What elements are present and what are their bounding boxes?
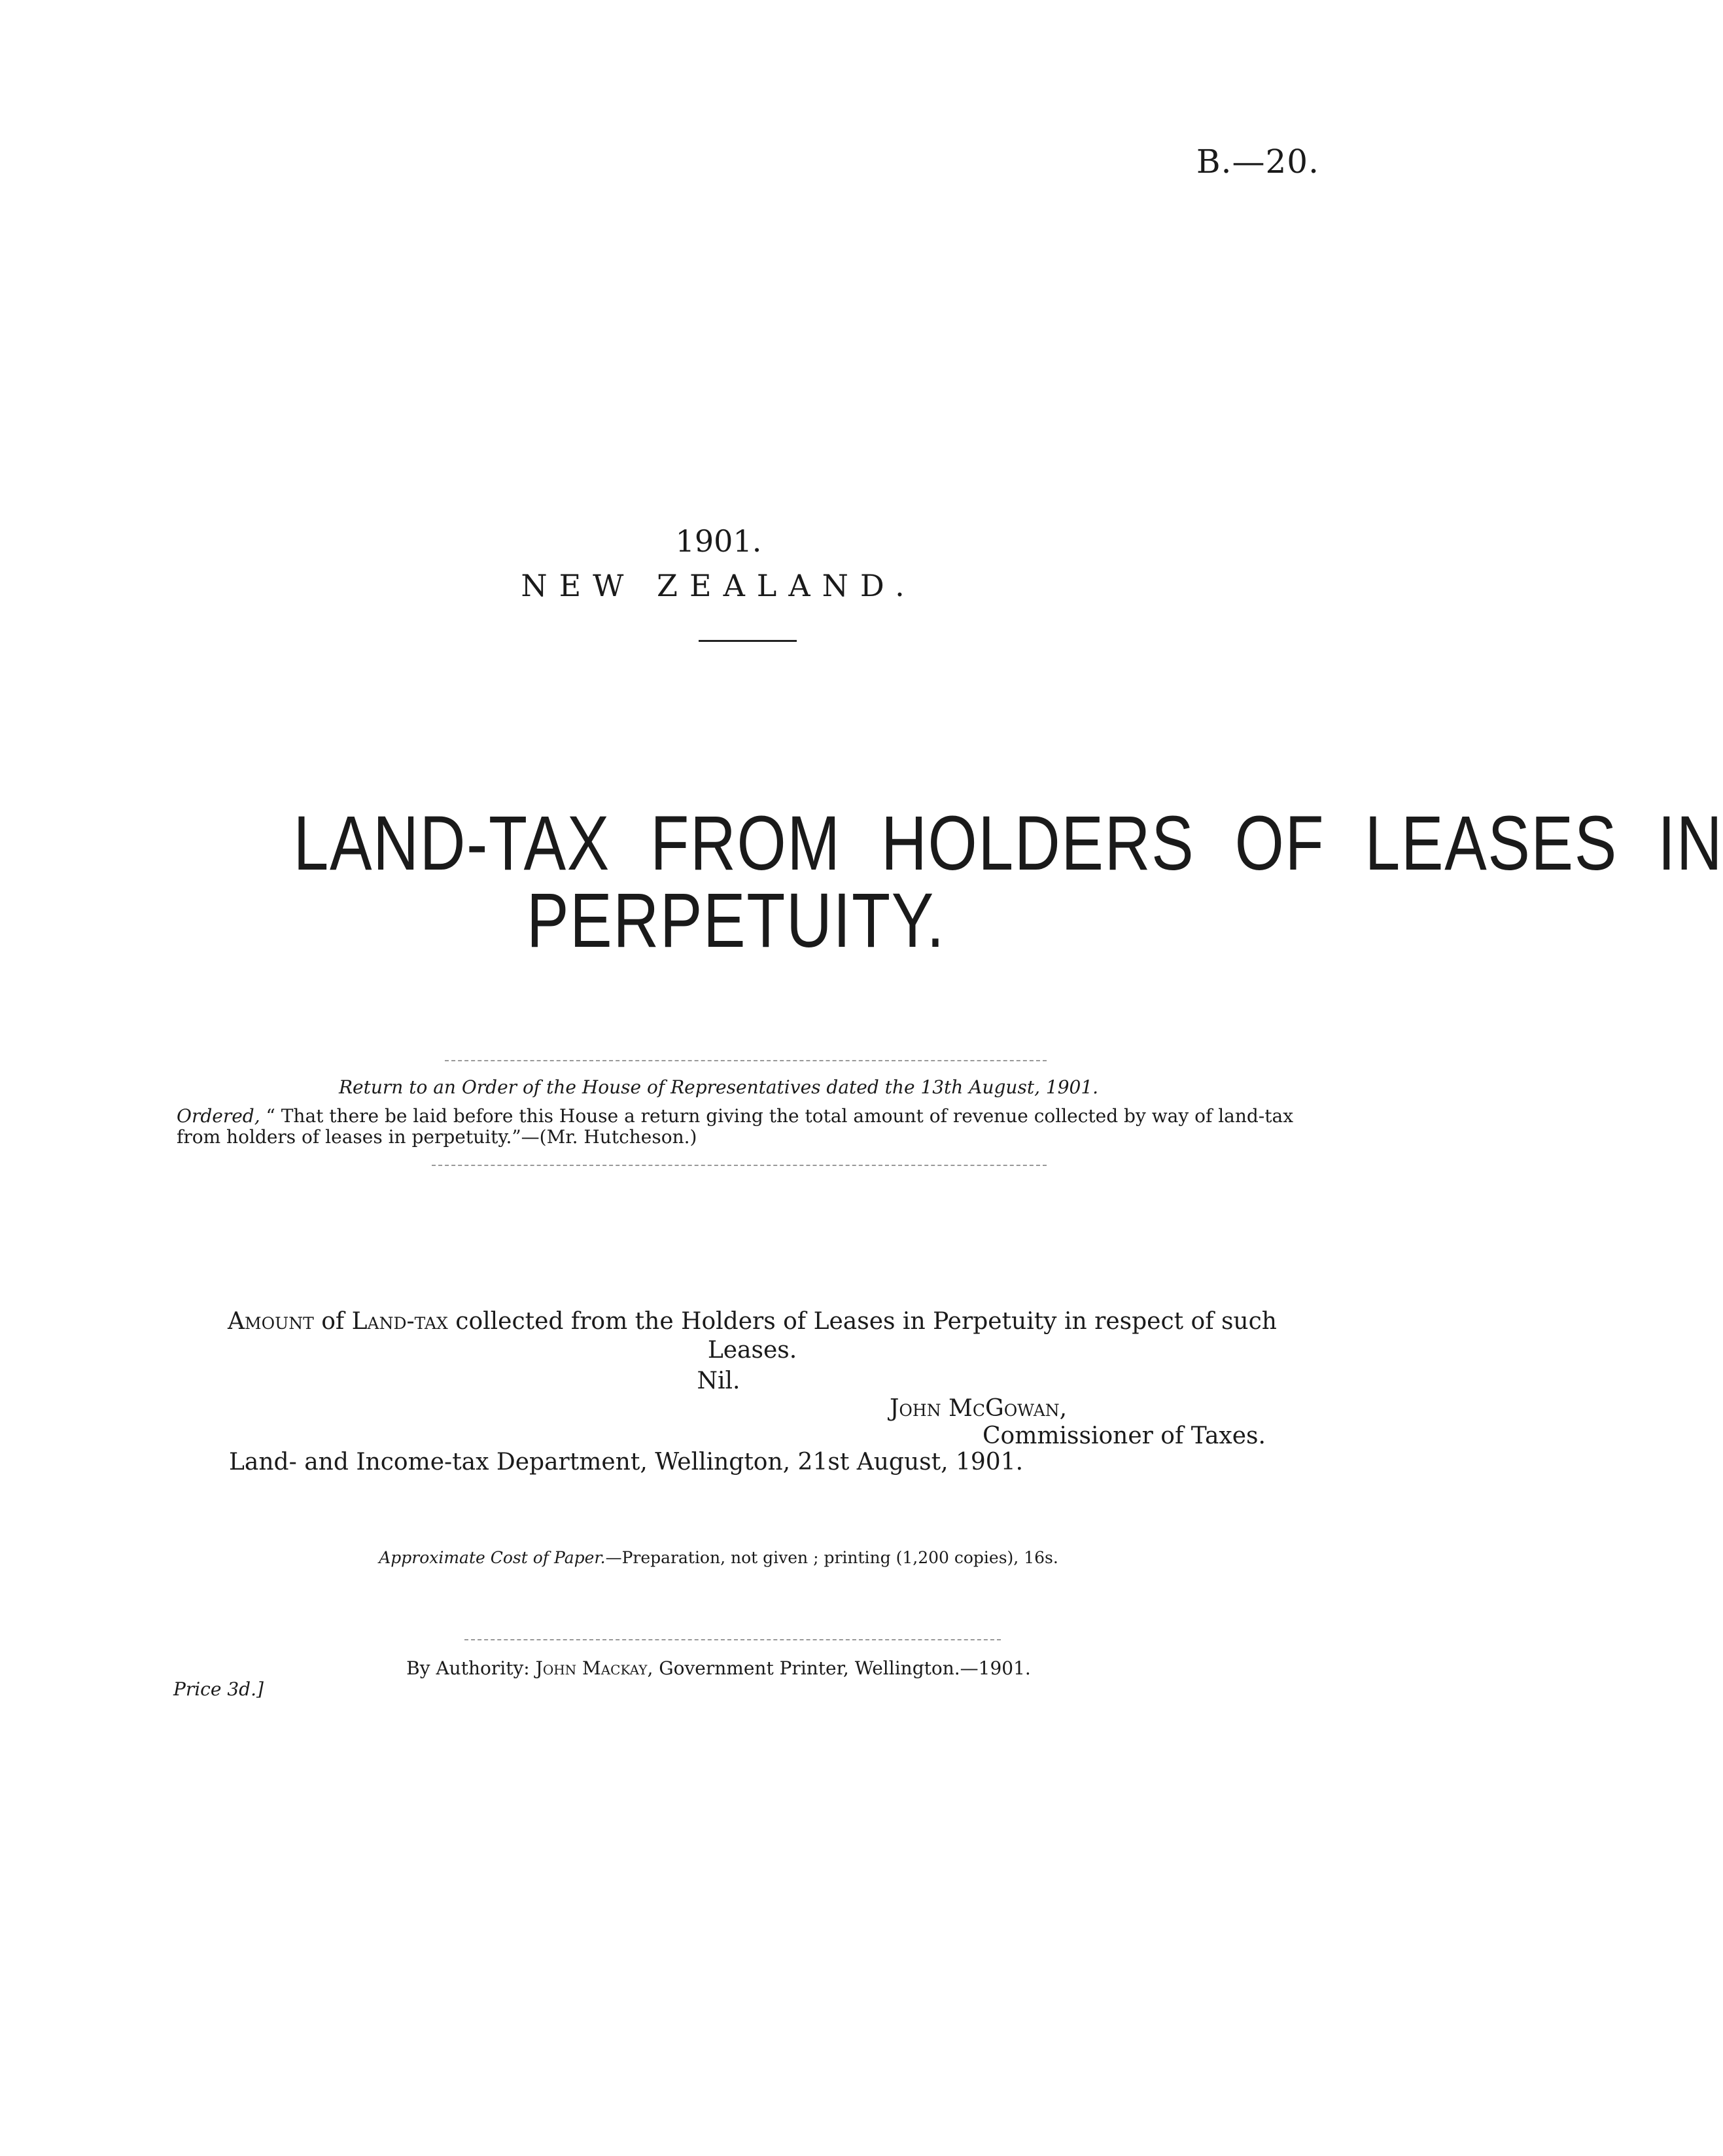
printer-name: John Mackay: [535, 1657, 648, 1679]
amount-of: of: [313, 1308, 352, 1335]
document-year: 1901.: [675, 523, 762, 559]
heading-rule: [699, 640, 797, 642]
divider-dashed: [432, 1165, 1047, 1167]
divider-dashed: [464, 1639, 1001, 1642]
cost-of-paper: [0, 1548, 1437, 1567]
signer-name: John McGowan,: [890, 1395, 1068, 1422]
ordered-paragraph: [177, 1106, 1315, 1148]
printer-line: [0, 1657, 1437, 1679]
printer-prefix: By Authority:: [406, 1657, 536, 1679]
amount-text: collected from the Holders of Leases in Perpetuity in respect of such Leases.: [447, 1308, 1277, 1364]
amount-landtax: Land-tax: [351, 1308, 448, 1335]
amount-prefix: Amount: [228, 1308, 314, 1335]
document-code: B.—20.: [1196, 143, 1319, 181]
ordered-text: “ That there be laid before this House a return giving the total amount of revenue collected by way of land-tax from holders of leases in perpetuity.”—(Mr. Hutcheson.): [177, 1105, 1294, 1148]
document-title: [293, 800, 1723, 964]
country-heading: NEW ZEALAND.: [521, 568, 916, 603]
amount-statement: [209, 1307, 1295, 1365]
signer-role: Commissioner of Taxes.: [983, 1423, 1266, 1449]
title-line-2: PERPETUITY.: [526, 877, 945, 964]
cost-text: —Preparation, not given ; printing (1,200 copies), 16s.: [605, 1548, 1058, 1567]
department-line: Land- and Income-tax Department, Wellington, 21st August, 1901.: [229, 1449, 1024, 1476]
printer-suffix: , Government Printer, Wellington.—1901.: [647, 1657, 1031, 1679]
cost-label: Approximate Cost of Paper.: [379, 1548, 606, 1567]
ordered-label: Ordered,: [177, 1105, 260, 1127]
amount-value: Nil.: [697, 1368, 740, 1394]
price-label: Price 3d.]: [173, 1678, 264, 1700]
title-line-1: LAND-TAX FROM HOLDERS OF LEASES IN: [293, 800, 1723, 887]
return-order-line: Return to an Order of the House of Representatives dated the 13th August, 1901.: [338, 1076, 1099, 1098]
divider-dashed: [445, 1060, 1047, 1063]
